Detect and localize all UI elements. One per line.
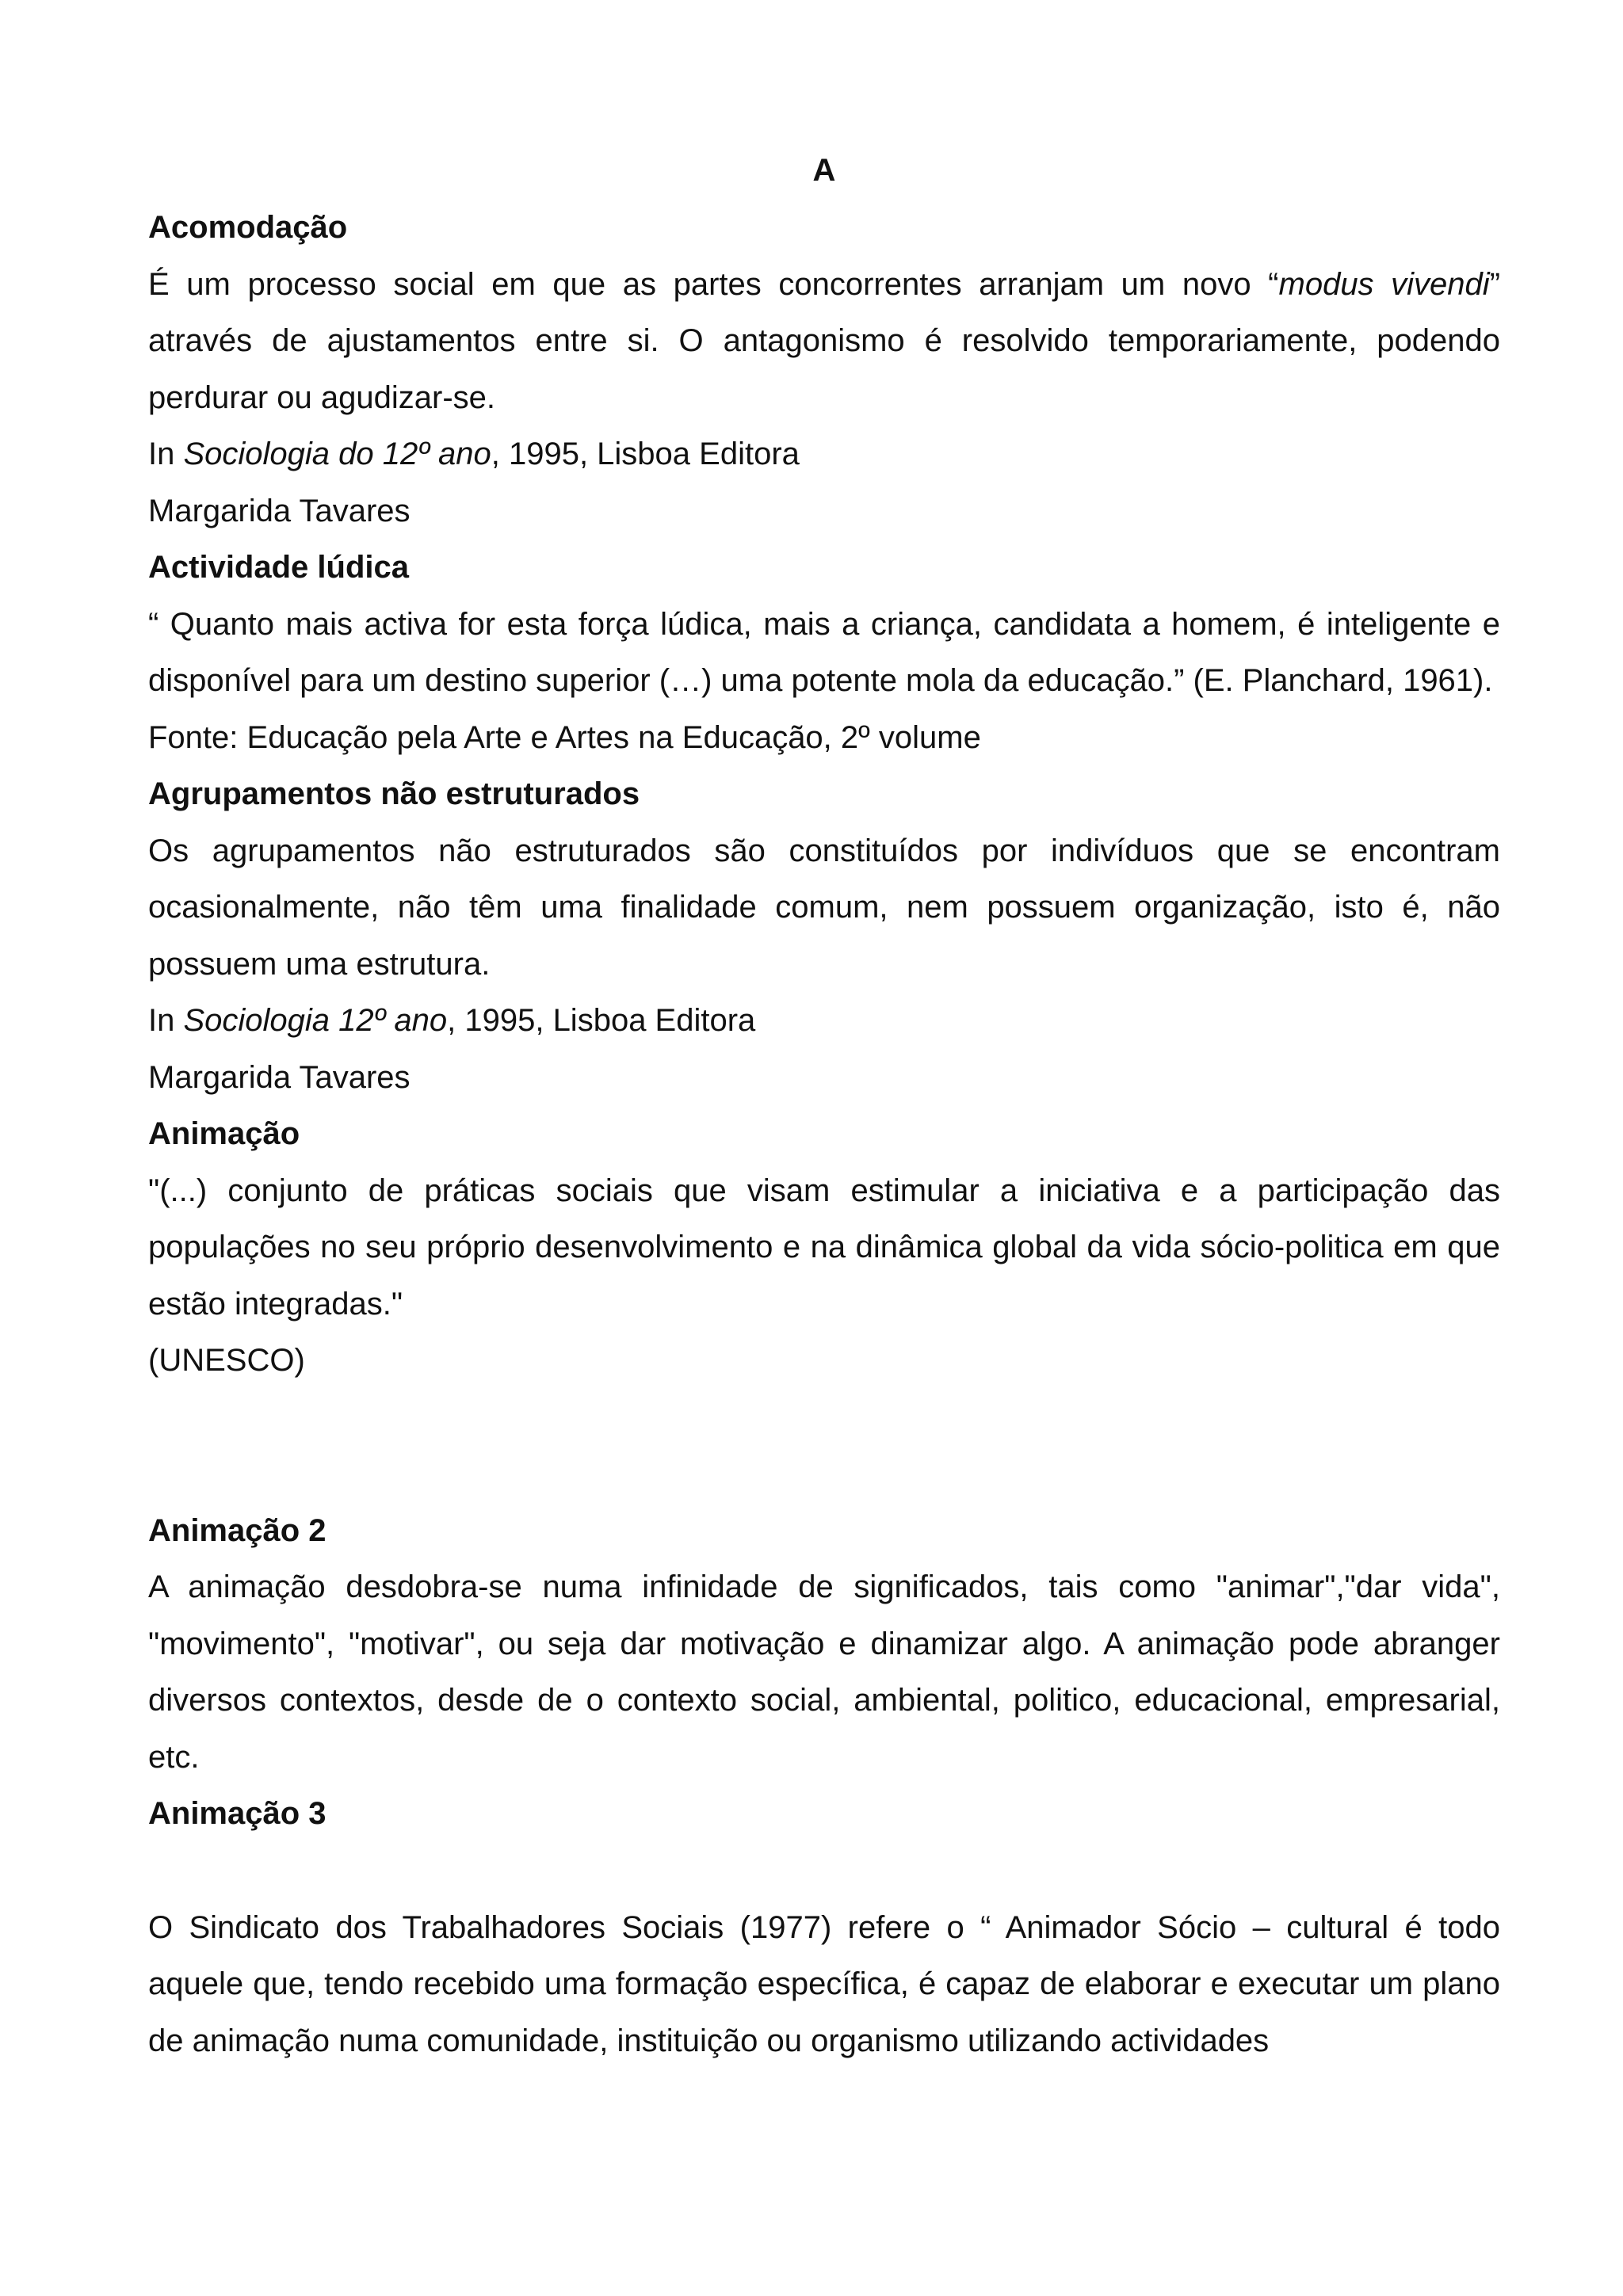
author-name: Margarida Tavares	[148, 1059, 411, 1095]
blank-space	[148, 1390, 1500, 1503]
definition-text: A animação desdobra-se numa infinidade de significados, tais como "animar","dar vida", "movimento", "motivar", ou seja dar motivação e dinamizar algo. A animação pode abranger diversos contextos, desde de o contexto social, ambiental, politico, educacional, empresarial, etc.	[148, 1569, 1500, 1775]
term-heading: Animação 3	[148, 1796, 327, 1831]
entry-animacao	[148, 1106, 1500, 1390]
term-heading: Animação 2	[148, 1512, 327, 1548]
entry-animacao-2	[148, 1503, 1500, 1787]
definition-text: É um processo social em que as partes concorrentes arranjam um novo “modus vivendi” através de ajustamentos entre si. O antagonismo é resolvido temporariamente, podendo perdurar ou agudizar-se.	[148, 266, 1501, 415]
entry-animacao-3	[148, 1786, 1500, 2069]
blank-space	[148, 1843, 1500, 1900]
term-heading: Animação	[148, 1116, 300, 1151]
definition-text: “ Quanto mais activa for esta força lúdica, mais a criança, candidata a homem, é inteligente e disponível para um destino superior (…) uma potente mola da educação.” (E. Planchard, 1961).	[148, 606, 1500, 698]
term-heading: Actividade lúdica	[148, 550, 409, 585]
source-citation: In Sociologia do 12º ano, 1995, Lisboa Editora	[148, 437, 800, 471]
entry-agrupamentos	[148, 766, 1500, 1106]
source-citation: Fonte: Educação pela Arte e Artes na Educação, 2º volume	[148, 719, 981, 755]
definition-text: "(...) conjunto de práticas sociais que visam estimular a iniciativa e a participação das populações no seu próprio desenvolvimento e na dinâmica global da vida sócio-politica em que estão integradas."	[148, 1173, 1500, 1322]
term-heading: Acomodação	[148, 210, 348, 245]
entry-actividade-ludica	[148, 540, 1500, 766]
term-heading: Agrupamentos não estruturados	[148, 776, 640, 811]
section-letter-heading: A	[812, 153, 836, 188]
definition-text: Os agrupamentos não estruturados são constituídos por indivíduos que se encontram ocasionalmente, não têm uma finalidade comum, nem possuem organização, isto é, não possuem uma estrutura.	[148, 833, 1500, 982]
definition-text: O Sindicato dos Trabalhadores Sociais (1977) refere o “ Animador Sócio – cultural é todo aquele que, tendo recebido uma formação específica, é capaz de elaborar e executar um plano de animação numa comunidade, instituição ou organismo utilizando actividades	[148, 1909, 1500, 2058]
author-name: Margarida Tavares	[148, 493, 411, 528]
document-page	[148, 143, 1500, 2069]
entry-acomodacao	[148, 200, 1500, 540]
source-citation: (UNESCO)	[148, 1343, 305, 1378]
source-citation: In Sociologia 12º ano, 1995, Lisboa Editora	[148, 1003, 756, 1038]
